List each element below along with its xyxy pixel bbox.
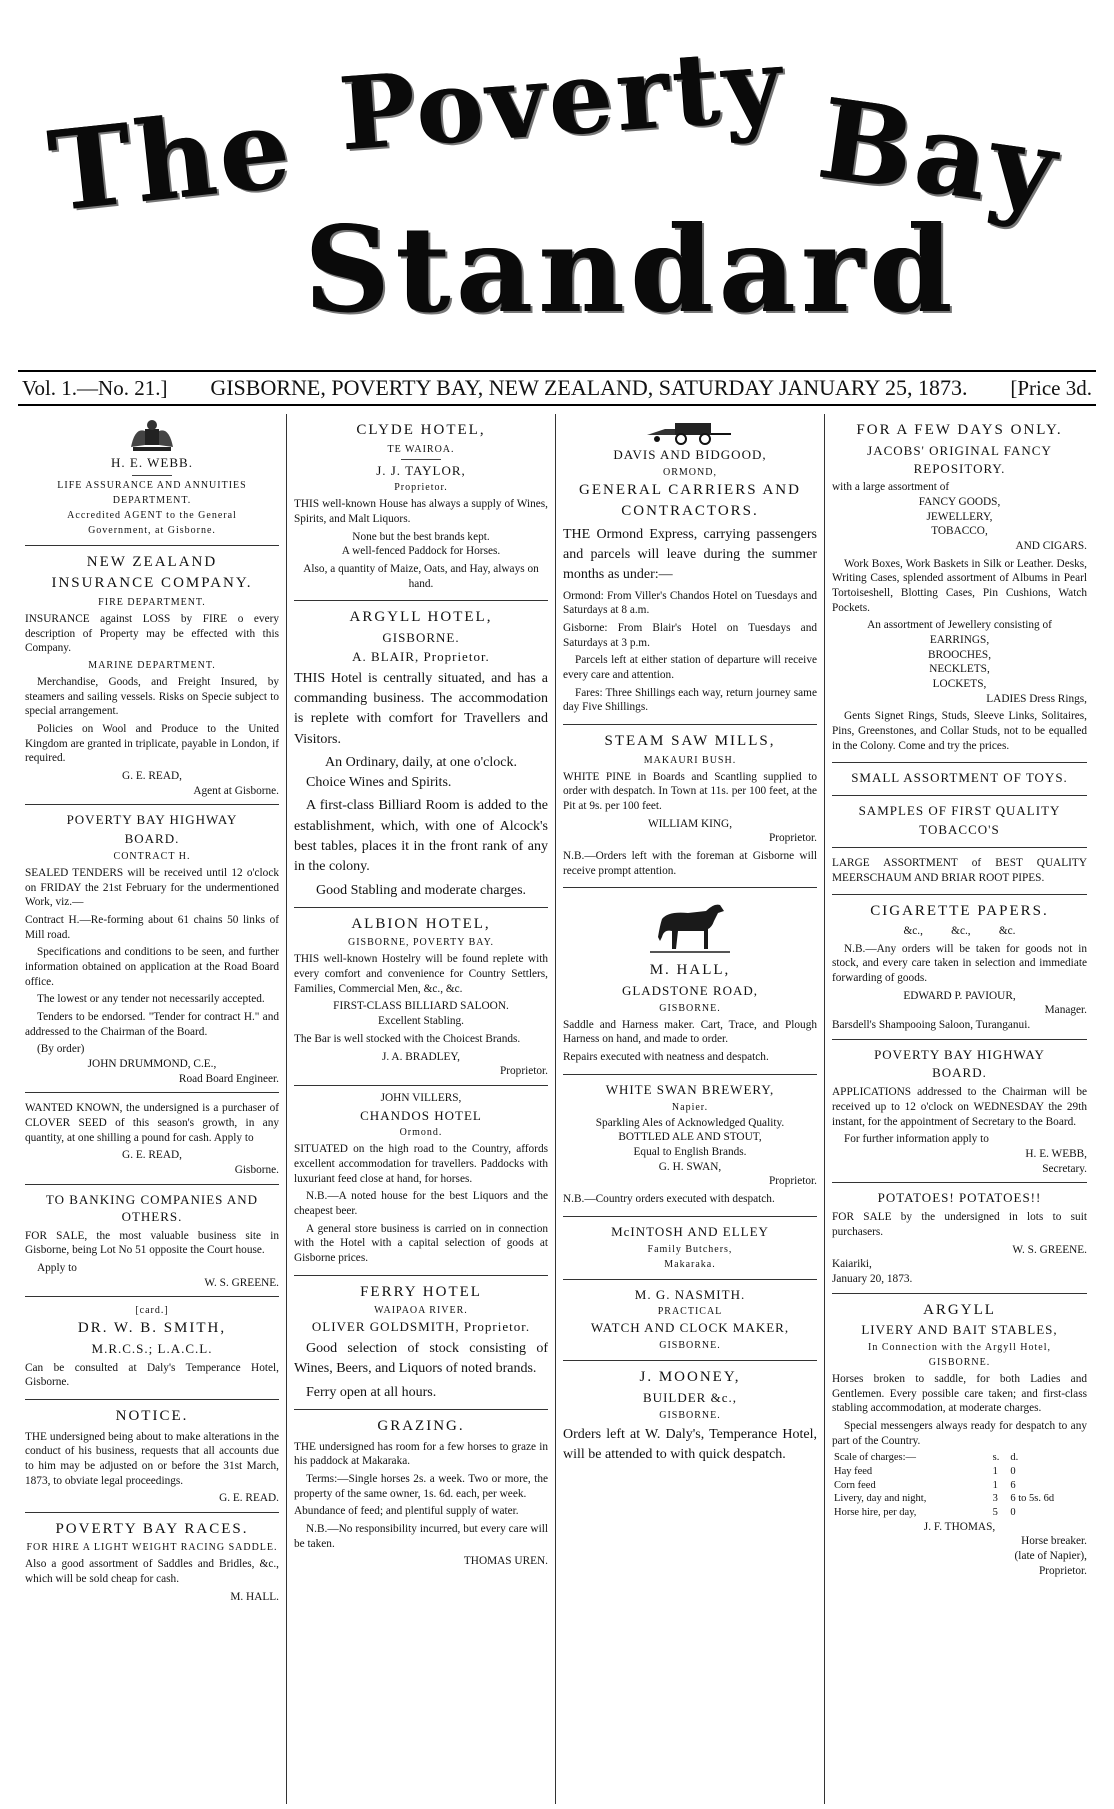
banking-title: TO BANKING COMPANIES AND OTHERS. [45,1191,259,1224]
races-sub: FOR HIRE A LIGHT WEIGHT RACING SADDLE. [26,1542,278,1554]
clyde-role: Proprietor. [394,482,448,494]
races-title: POVERTY BAY RACES. [55,1520,249,1537]
wanted-sign: G. E. READ, [122,1149,182,1162]
wanted-text: WANTED KNOWN, the undersigned is a purchaser of CLOVER SEED of this season's growth, in any quantity, at one shilling a pound for cash. Apply to [25,1102,279,1144]
masthead [0,0,1114,360]
toys-heading: SMALL ASSORTMENT OF TOYS. [851,770,1068,786]
charge-d: 6 [1010,1479,1016,1491]
grazing-title: GRAZING. [377,1418,465,1435]
albion-sign2: Proprietor. [499,1065,548,1078]
toys-ad [832,763,1087,796]
hall-sub: GLADSTONE ROAD, [621,982,759,998]
divider [132,475,172,476]
coach-icon [645,419,735,445]
albion-l2: Excellent Stabling. [378,1015,464,1028]
nasmith-h: WATCH AND CLOCK MAKER, [590,1320,790,1336]
hall-sub2: GISBORNE. [659,1002,721,1014]
argyll-l1: An Ordinary, daily, at one o'clock. [325,754,517,770]
races-ad [25,1513,279,1611]
charge-d: 0 [1010,1506,1016,1518]
mooney-text: Orders left at W. Daly's, Temperance Hotel, will be attended to with quick despatch. [563,1426,817,1463]
webb-name: H. E. WEBB. [111,455,193,470]
races-text: Also a good assortment of Saddles and Bridles, &c., which will be sold cheap for cash. [25,1558,279,1586]
brewery-l3: Equal to English Brands. [633,1146,747,1158]
charges-s-header: s. [992,1452,1000,1464]
brewery-sign2: Proprietor. [768,1175,817,1188]
webb-ad [25,414,279,546]
jacobs-g4: AND CIGARS. [1015,539,1087,552]
charge-s: 3 [992,1493,998,1505]
ferry-text: Good selection of stock consisting of Wines, Beers, and Liquors of noted brands. [294,1341,548,1377]
banking-text: FOR SALE, the most valuable business site in Gisborne, being Lot No 51 opposite the Court house. [25,1229,279,1257]
charge-s: 1 [992,1479,998,1491]
highway-order: (By order) [37,1043,85,1056]
albion-sign: J. A. BRADLEY, [382,1050,460,1063]
argyll-l4: Good Stabling and moderate charges. [315,882,527,898]
notice-title: NOTICE. [115,1408,189,1425]
argyll-owner: A. BLAIR, Proprietor. [352,648,490,664]
webb-line1: LIFE ASSURANCE AND ANNUITIES [57,479,247,491]
columns [18,414,1096,1804]
banking-ad [25,1185,279,1297]
livery-place: GISBORNE. [928,1357,991,1369]
argyll-hotel-ad [294,601,548,908]
saw-sign: WILLIAM KING, [647,817,733,830]
hall-text: Saddle and Harness maker. Cart, Trace, and Plough Harness on hand, and made to order. [563,1018,817,1046]
potatoes-date: January 20, 1873. [832,1272,913,1285]
wanted-ad [25,1093,279,1184]
highway-text2: Contract H.—Re-forming about 61 chains 50 links of Mill road. [25,914,279,941]
davis-h2: CONTRACTORS. [621,503,759,520]
davis-ormond: Ormond: From Viller's Chandos Hotel on Tuesdays and Saturdays at 8 a.m. [563,589,817,617]
highway-sign2: Road Board Engineer. [178,1072,279,1085]
insurance-sign2: Agent at Gisborne. [193,784,279,797]
albion-sub: GISBORNE, POVERTY BAY. [347,937,495,949]
races-sign: M. HALL. [230,1590,279,1603]
clyde-text: THIS well-known House has always a supply of Wines, Spirits, and Malt Liquors. [294,498,548,526]
highway2-sign: H. E. WEBB, [1025,1148,1087,1161]
charges-table [832,1451,1087,1519]
highway2-further: For further information apply to [844,1133,989,1146]
livery-sign3: (late of Napier), [1014,1549,1087,1562]
notice-sign: G. E. READ. [219,1492,279,1505]
masthead-the: The [43,82,300,237]
clyde-l3: Also, a quantity of Maize, Oats, and Hay, always on hand. [303,563,539,590]
highway-text4: The lowest or any tender not necessarily accepted. [37,993,265,1006]
jacobs-g2: JEWELLERY, [926,510,993,523]
webb-line2: DEPARTMENT. [112,494,192,506]
livery-sub: LIVERY AND BAIT STABLES, [861,1322,1058,1338]
charges-d-header: d. [1010,1452,1019,1464]
albion-ad [294,908,548,1086]
highway-ad [25,805,279,1093]
banking-apply: Apply to [37,1261,77,1274]
davis-ad [563,414,817,725]
smith-quals: M.R.C.S.; L.A.C.L. [91,1340,213,1356]
highway-title2: BOARD. [124,831,180,847]
chandos-ad [294,1086,548,1276]
mooney-ad [563,1361,817,1474]
potatoes-title: POTATOES! POTATOES!! [877,1190,1042,1206]
potatoes-ad [832,1183,1087,1293]
chandos-owner: JOHN VILLERS, [380,1091,462,1104]
meerschaum-ad [832,848,1087,895]
davis-parcels: Parcels left at either station of departure will receive every care and attention. [563,654,817,682]
saw-sign2: Proprietor. [768,832,817,845]
cig-salon: Barsdell's Shampooing Saloon, Turanganui. [832,1018,1031,1031]
highway2-ad [832,1040,1087,1184]
charge-item: Corn feed [834,1479,876,1491]
chandos-store: A general store business is carried on in connection with the Hotel with a capital selection of goods at Gisborne prices. [294,1222,548,1265]
masthead-bay: Bay [812,73,1068,236]
webb-line3: Accredited AGENT to the General [67,509,237,521]
davis-gisborne: Gisborne: From Blair's Hotel on Tuesdays and Saturdays at 3 p.m. [563,622,817,649]
fire-heading: FIRE DEPARTMENT. [98,596,206,608]
chandos-sub: Ormond. [399,1127,443,1139]
saw-nb: N.B.—Orders left with the foreman at Gisborne will receive prompt attention. [563,850,817,877]
cig-etc: &c., &c., &c. [903,924,1016,937]
jacobs-title: JACOBS' ORIGINAL FANCY [867,442,1052,458]
hall-text2: Repairs executed with neatness and despatch. [563,1051,769,1064]
mooney-title: J. MOONEY, [639,1369,741,1386]
brewery-nb: N.B.—Country orders executed with despatch. [563,1193,775,1206]
table-row [832,1506,1087,1520]
jacobs-intro: with a large assortment of [832,481,950,494]
jacobs-j2: BROOCHES, [927,648,992,661]
potatoes-place: Kaiariki, [832,1258,872,1271]
clyde-l1: None but the best brands kept. [352,530,490,543]
clyde-title: CLYDE HOTEL, [356,422,486,438]
jacobs-g1: FANCY GOODS, [918,495,1001,508]
smith-name: DR. W. B. SMITH, [77,1320,227,1337]
saw-ad [563,725,817,888]
albion-l3: The Bar is well stocked with the Choicest Brands. [294,1032,521,1045]
jacobs-j1: EARRINGS, [929,634,990,646]
cig-title: CIGARETTE PAPERS. [870,903,1049,920]
wanted-sign2: Gisborne. [234,1164,279,1177]
horse-icon [648,897,732,957]
livery-conn: In Connection with the Argyll Hotel, [867,1342,1052,1354]
livery-sign: J. F. THOMAS, [923,1520,996,1533]
argyll-title: ARGYLL HOTEL, [349,609,493,626]
nasmith-sub: PRACTICAL [657,1306,723,1318]
davis-title: DAVIS AND BIDGOOD, [613,447,767,462]
insurance-title1: NEW ZEALAND [86,553,218,570]
brewery-sub: Napier. [671,1101,709,1113]
column-2 [287,414,556,1804]
jacobs-ad [832,414,1087,763]
charge-d: 6 to 5s. 6d [1010,1493,1055,1505]
saw-sub: MAKAURI BUSH. [643,754,737,766]
nasmith-title: M. G. NASMITH. [634,1286,746,1302]
nasmith-ad [563,1280,817,1362]
albion-text: THIS well-known Hostelry will be found replete with every comfort and convenience for Country Settlers, Families, Commercial Men, &c., &c. [294,953,548,995]
clyde-l2: A well-fenced Paddock for Horses. [341,545,501,558]
highway-text3: Specifications and conditions to be seen, and further information obtained on application at the Road Board office. [25,946,279,988]
davis-sub: ORMOND, [663,466,717,478]
argyll-l3: A first-class Billiard Room is added to the establishment, which, with one of Alcock's best tables, places it in the front rank of any in the colony. [294,798,548,875]
table-row [832,1465,1087,1479]
marine-text: Merchandise, Goods, and Freight Insured, by steamers and sailing vessels. Risks on Specie subject to special arrangement. [25,675,279,718]
dateline [18,370,1096,406]
jacobs-top: FOR A FEW DAYS ONLY. [856,422,1063,438]
highway-text5: Tenders to be endorsed. "Tender for contract H." and addressed to the Chairman of the Board. [25,1011,279,1038]
ferry-l1: Ferry open at all hours. [306,1384,437,1400]
charges-header-row [832,1451,1087,1465]
ferry-sub: WAIPAOA RIVER. [374,1305,468,1317]
ferry-owner: OLIVER GOLDSMITH, Proprietor. [311,1319,531,1335]
webb-line4: Government, at Gisborne. [88,524,216,536]
livery-sign2: Horse breaker. [1021,1535,1087,1548]
charge-item: Livery, day and night, [834,1493,927,1505]
livery-ad [832,1294,1087,1585]
policies-text: Policies on Wool and Produce to the United Kingdom are granted in triplicate, payable in London, if required. [25,722,279,765]
notice-ad [25,1400,279,1513]
ferry-ad [294,1276,548,1410]
marine-heading: MARINE DEPARTMENT. [88,659,216,671]
tobacco-h2: TOBACCO'S [919,822,1000,838]
place-date: GISBORNE, POVERTY BAY, NEW ZEALAND, SATURDAY JANUARY 25, 1873. [210,375,968,400]
insurance-title2: INSURANCE COMPANY. [51,575,253,592]
brewery-ad [563,1075,817,1217]
ferry-title: FERRY HOTEL [360,1283,482,1300]
masthead-standard: Standard [305,200,959,339]
mooney-sub2: GISBORNE. [659,1409,721,1421]
highway-text1: SEALED TENDERS will be received until 12 o'clock on FRIDAY the 21st February for the undermentioned Work, viz.— [25,867,279,909]
grazing-text: THE undersigned has room for a few horses to graze in his paddock at Makaraka. [294,1440,548,1468]
grazing-ad [294,1410,548,1575]
brewery-title: WHITE SWAN BREWERY, [605,1081,775,1097]
grazing-l1: Abundance of feed; and plentiful supply of water. [294,1505,519,1518]
notice-text: THE undersigned being about to make alterations in the conduct of his business, requests that all accounts due to him may be adjusted on or before the 31st March, 1873, to obviate legal proceedings. [25,1430,279,1487]
cig-sign2: Manager. [1044,1004,1087,1017]
grazing-nb: N.B.—No responsibility incurred, but every care will be taken. [294,1522,548,1550]
mcintosh-ad [563,1217,817,1280]
card-label: [card.] [135,1305,169,1317]
jacobs-j3: NECKLETS, [929,663,990,676]
livery-sign4: Proprietor. [1038,1564,1087,1577]
mooney-sub: BUILDER &c., [643,1389,737,1405]
fire-text: INSURANCE against LOSS by FIRE o every description of Property may be effected with this Company. [25,612,279,655]
jacobs-j4: LOCKETS, [932,678,987,691]
davis-text: THE Ormond Express, carrying passengers and parcels will leave during the summer months as under:— [563,526,817,583]
charge-s: 1 [992,1466,998,1478]
saw-title: STEAM SAW MILLS, [604,733,776,750]
banking-sign: W. S. GREENE. [204,1276,279,1289]
highway-title1: POVERTY BAY HIGHWAY [66,812,238,828]
livery-text: Horses broken to saddle, for both Ladies and Gentlemen. Every possible care taken; and first-class stabling accommodation, at moderate charges. [832,1373,1087,1415]
jacobs-g3: TOBACCO, [931,525,988,538]
hall-title: M. HALL, [649,962,731,979]
column-4 [825,414,1094,1804]
charge-item: Hay feed [834,1466,873,1478]
cigarette-ad [832,895,1087,1039]
jacobs-j5: LADIES Dress Rings, [986,692,1087,705]
potatoes-text: FOR SALE by the undersigned in lots to suit purchasers. [832,1211,1087,1238]
royal-crest-icon [127,419,177,453]
volume-number: Vol. 1.—No. 21.] [22,375,168,400]
chandos-nb: N.B.—A noted house for the best Liquors and the cheapest beer. [294,1190,548,1218]
brewery-l2: BOTTLED ALE AND STOUT, [618,1131,762,1144]
jacobs-title2: REPOSITORY. [913,461,1006,477]
contract-heading: CONTRACT H. [113,851,191,863]
insurance-ad [25,546,279,805]
smith-ad [25,1297,279,1400]
cig-sign: EDWARD P. PAVIOUR, [903,989,1016,1002]
davis-fares: Fares: Three Shillings each way, return journey same day Five Shillings. [563,686,817,714]
livery-title: ARGYLL [923,1301,996,1318]
highway2-text: APPLICATIONS addressed to the Chairman will be received up to 12 o'clock on WEDNESDAY the 29th instant, for the appointment of Secretary to the Board. [832,1086,1087,1128]
albion-l1: FIRST-CLASS BILLIARD SALOON. [333,1000,509,1013]
column-3 [556,414,825,1804]
hall-ad [563,888,817,1074]
masthead-poverty: Poverty [336,24,790,174]
highway2-title2: BOARD. [932,1065,987,1081]
grazing-sign: THOMAS UREN. [463,1555,548,1568]
mcintosh-title: McINTOSH AND ELLEY [611,1223,769,1239]
insurance-sign: G. E. READ, [122,769,182,782]
argyll-sub: GISBORNE. [382,629,460,645]
table-row [832,1492,1087,1506]
charge-d: 0 [1010,1466,1016,1478]
albion-title: ALBION HOTEL, [351,915,491,932]
smith-text: Can be consulted at Daly's Temperance Hotel, Gisborne. [25,1361,279,1389]
tobacco-ad [832,796,1087,848]
meerschaum-text: LARGE ASSORTMENT of BEST QUALITY MEERSCHAUM AND BRIAR ROOT PIPES. [832,857,1087,884]
livery-text2: Special messengers always ready for despatch to any part of the Country. [832,1420,1087,1447]
clyde-owner: J. J. TAYLOR, [376,462,466,478]
mcintosh-sub2: Makaraka. [664,1258,716,1270]
charges-label: Scale of charges:— [834,1452,917,1464]
highway2-sign2: Secretary. [1042,1162,1087,1175]
chandos-text: SITUATED on the high road to the Country, affords excellent accommodation for travellers. Paddocks with luxuriant feed close at hand, for horses. [294,1143,548,1185]
tobacco-h1: SAMPLES OF FIRST QUALITY [858,803,1061,819]
charge-item: Horse hire, per day, [834,1506,917,1518]
saw-text: WHITE PINE in Boards and Scantling supplied to order with despatch. In Town at 11s. per 100 feet, at the Pit at 9s. per 100 feet. [563,770,817,812]
table-row [832,1479,1087,1493]
clyde-sub: TE WAIROA. [387,443,455,455]
potatoes-sign: W. S. GREENE. [1012,1243,1087,1256]
nasmith-sub2: GISBORNE. [659,1340,721,1352]
grazing-terms: Terms:—Single horses 2s. a week. Two or more, the property of the same owner, 1s. 6d. each, per week. [294,1472,548,1500]
argyll-l2: Choice Wines and Spirits. [306,775,452,791]
highway-sign: JOHN DRUMMOND, C.E., [87,1058,217,1071]
divider [401,459,441,460]
jacobs-text2: Gents Signet Rings, Studs, Sleeve Links, Solitaires, Pins, Greenstones, and Collar Studs, not to be equalled in the Colony. Come and try the prices. [832,710,1087,752]
charge-s: 5 [992,1506,998,1518]
argyll-text: THIS Hotel is centrally situated, and has a commanding business. The accommodation is replete with comfort for Travellers and Visitors. [294,670,548,747]
jacobs-jew: An assortment of Jewellery consisting of [867,619,1052,632]
brewery-l1: Sparkling Ales of Acknowledged Quality. [595,1116,785,1129]
cig-nb: N.B.—Any orders will be taken for goods not in stock, and every care taken in selection and immediate forwarding of goods. [832,942,1087,984]
mcintosh-sub: Family Butchers, [647,1243,733,1255]
price: [Price 3d. [1010,375,1092,400]
column-1 [18,414,287,1804]
highway2-title1: POVERTY BAY HIGHWAY [874,1046,1045,1062]
brewery-sign: G. H. SWAN, [658,1160,722,1173]
clyde-ad [294,414,548,601]
jacobs-text: Work Boxes, Work Baskets in Silk or Leather. Desks, Writing Cases, splended assortment of Albums in Pearl Tortoiseshell, Blotting Cases, Pin Cushions, Watch Pockets. [832,557,1087,614]
chandos-title: CHANDOS HOTEL [360,1107,482,1123]
davis-h1: GENERAL CARRIERS AND [579,481,801,498]
